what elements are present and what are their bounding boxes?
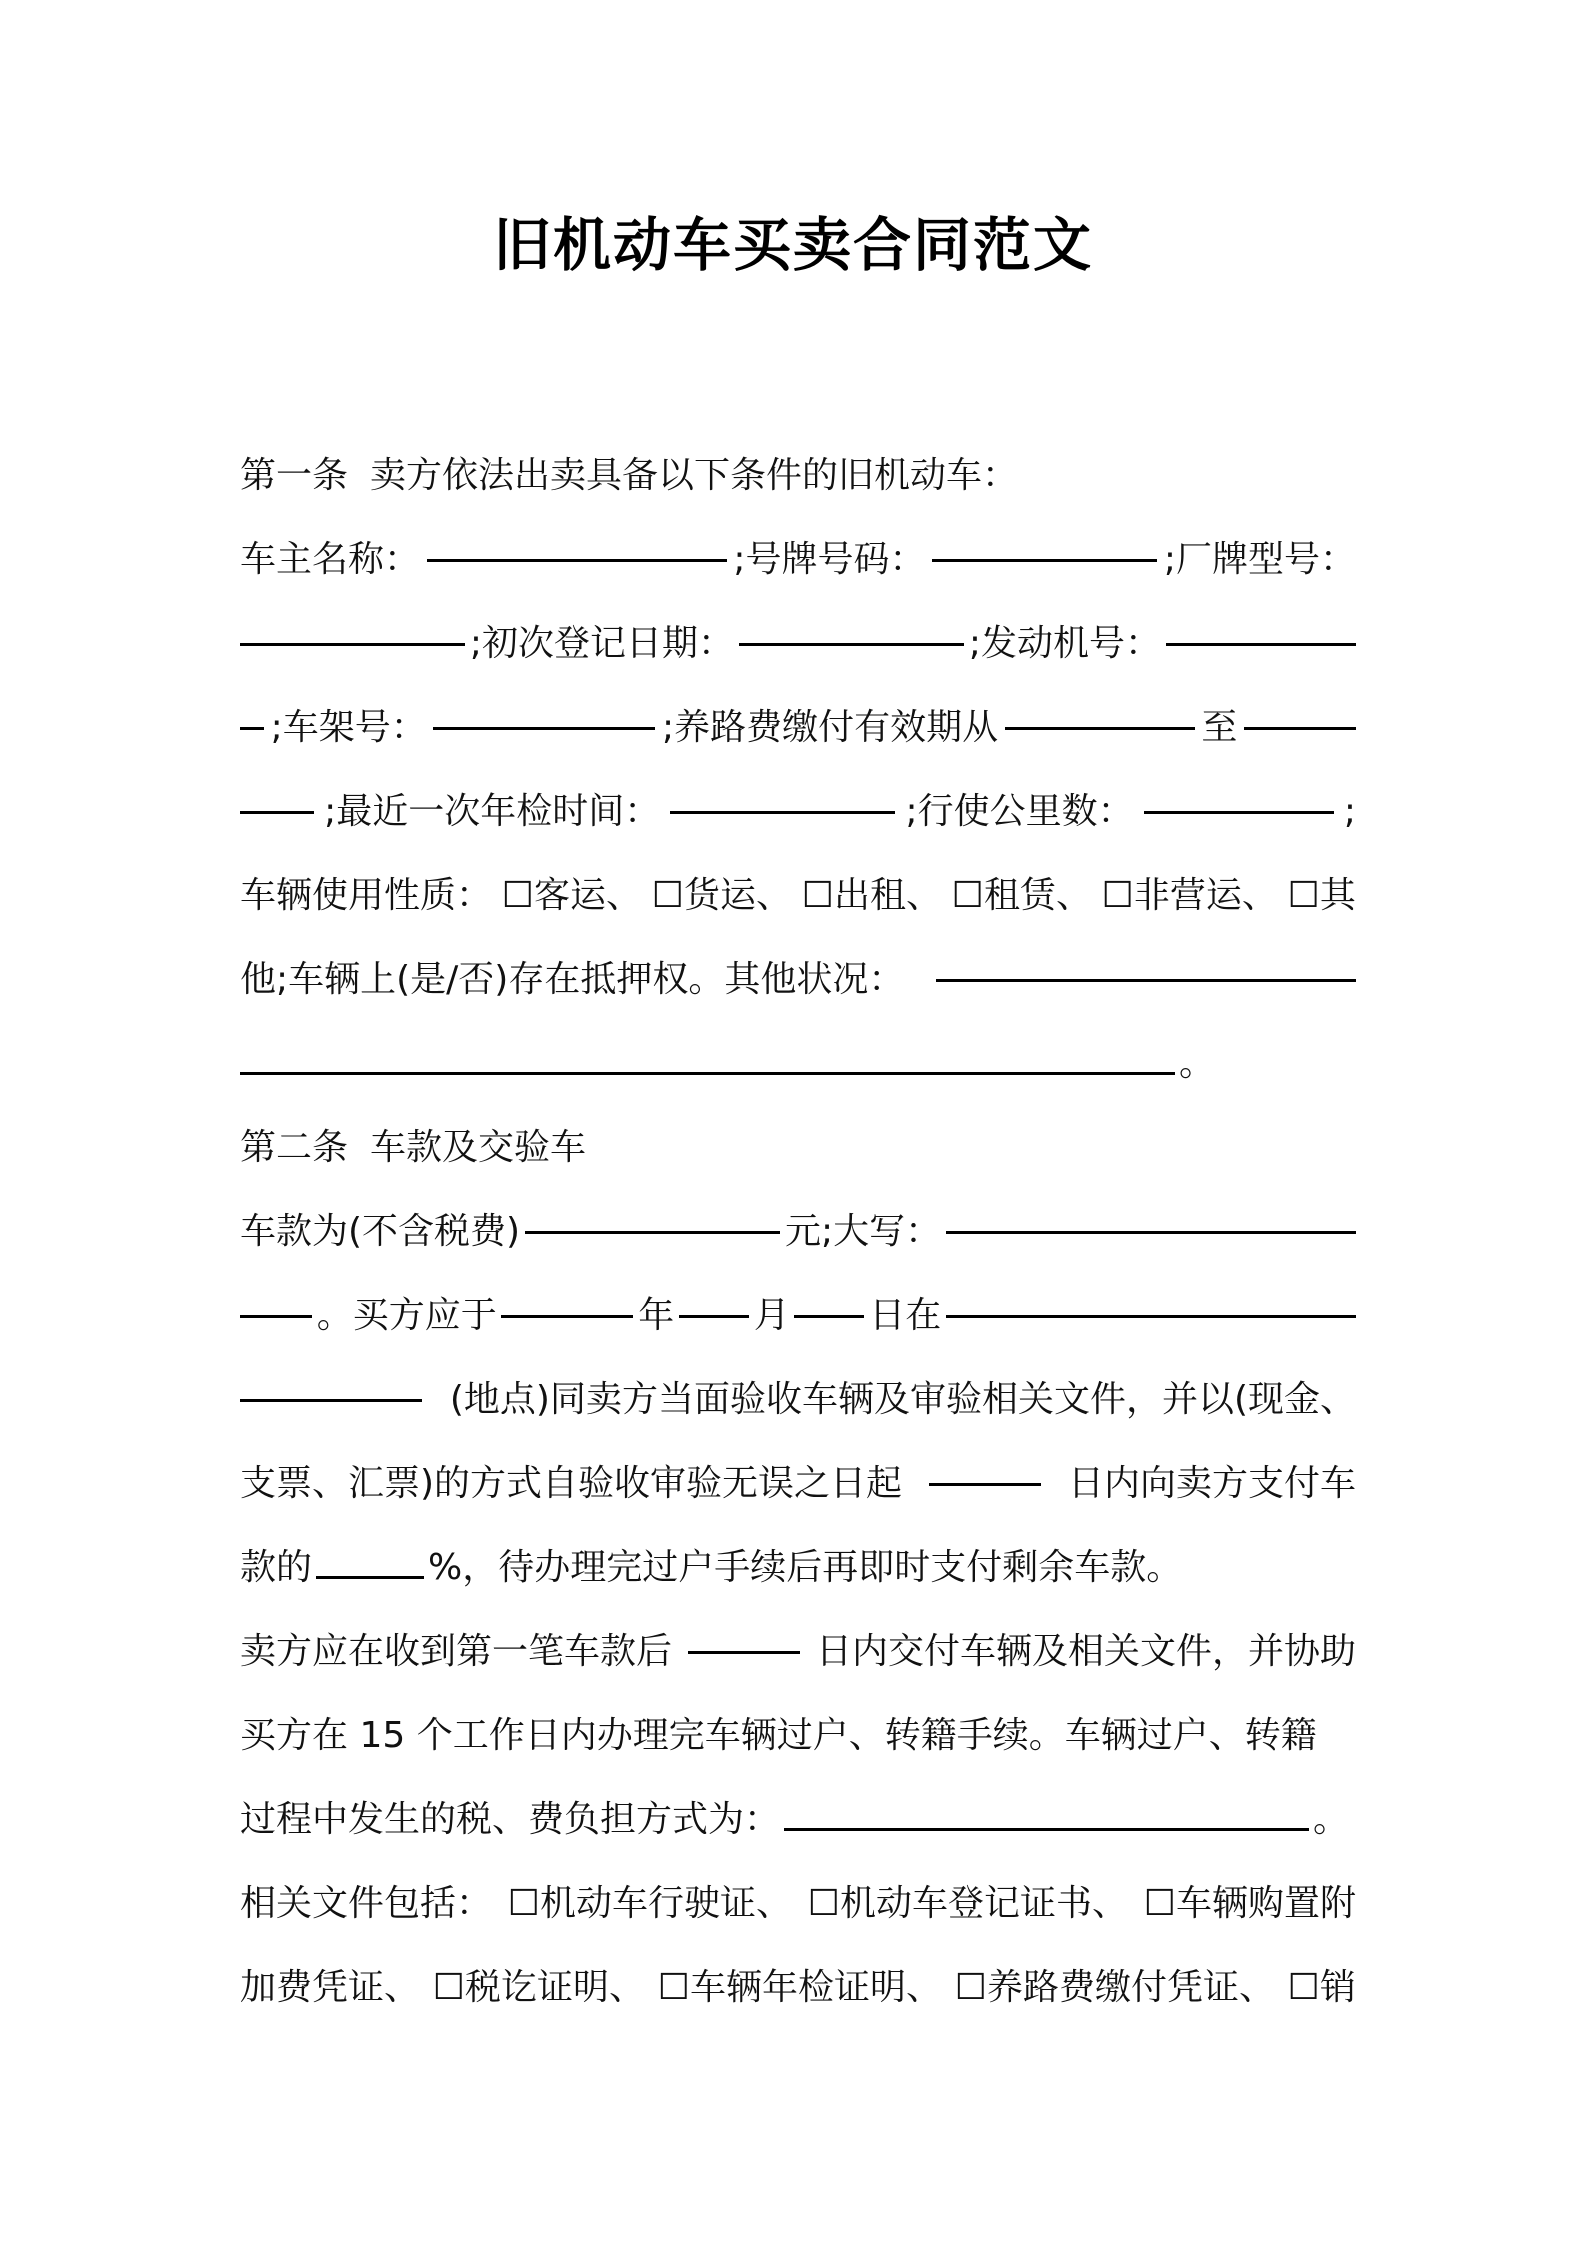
usage-option-other[interactable]: ☐其 — [1287, 875, 1356, 916]
vehicle-info-line-1 — [240, 525, 1356, 595]
doc-option-registration[interactable]: ☐机动车登记证书、 — [807, 1883, 1128, 1924]
article2-heading — [240, 1113, 1356, 1183]
price-capital-blank[interactable] — [946, 1197, 1356, 1234]
transfer-line — [240, 1701, 1356, 1771]
docs-label: 相关文件包括： — [240, 1883, 493, 1924]
inspection-label: ;最近一次年检时间： — [324, 791, 661, 832]
usage-option-lease[interactable]: ☐租赁、 — [951, 875, 1092, 916]
month-label: 月 — [753, 1295, 790, 1336]
doc-purchase-tax-cont: 加费凭证、 — [240, 1967, 421, 2008]
usage-label: 车辆使用性质： — [240, 875, 493, 916]
road-fee-label: ;养路费缴付有效期从 — [661, 707, 999, 748]
price-capital-blank-cont[interactable] — [240, 1281, 312, 1318]
engine-number-blank[interactable] — [1166, 609, 1356, 646]
place-blank[interactable] — [946, 1281, 1356, 1318]
date-line — [240, 1281, 1356, 1351]
mileage-label: ;行使公里数： — [905, 791, 1134, 832]
plate-label: ;号牌号码： — [733, 539, 926, 580]
vehicle-info-line-2 — [240, 609, 1356, 679]
doc-option-license[interactable]: ☐机动车行驶证、 — [507, 1883, 792, 1924]
day-blank[interactable] — [794, 1281, 864, 1318]
payment-text-2: 日内向卖方支付车 — [1067, 1463, 1356, 1504]
mileage-blank[interactable] — [1144, 777, 1334, 814]
tax-text: 过程中发生的税、费负担方式为： — [240, 1799, 781, 1840]
other-status-blank[interactable] — [936, 945, 1356, 982]
docs-line-1 — [240, 1869, 1356, 1939]
usage-tail-text: 他;车辆上(是/否)存在抵押权。其他状况： — [240, 959, 905, 1000]
yuan-label: 元;大写： — [784, 1211, 942, 1252]
inspection-date-blank[interactable] — [670, 777, 895, 814]
article-number: 第一条 — [240, 455, 349, 496]
month-blank[interactable] — [679, 1281, 749, 1318]
vehicle-info-line-4 — [240, 777, 1356, 847]
article-heading-text: 卖方依法出卖具备以下条件的旧机动车： — [370, 455, 1019, 496]
road-fee-to-blank-cont[interactable] — [240, 777, 314, 814]
delivery-line — [240, 1617, 1356, 1687]
usage-option-nonoperating[interactable]: ☐非营运、 — [1101, 875, 1278, 916]
article1-heading — [240, 441, 1356, 511]
payment-line-2 — [240, 1533, 1356, 1603]
reg-date-label: ;初次登记日期： — [469, 623, 735, 664]
reg-date-blank[interactable] — [739, 609, 964, 646]
article-heading-text: 车款及交验车 — [370, 1127, 587, 1168]
document-title: 旧机动车买卖合同范文 — [492, 211, 1093, 279]
payment-text-3: 款的 — [240, 1547, 313, 1588]
mortgage-line — [240, 945, 1356, 1015]
place-line — [240, 1365, 1356, 1435]
payment-percent-blank[interactable] — [316, 1542, 424, 1579]
road-fee-from-blank[interactable] — [1005, 693, 1195, 730]
usage-option-passenger[interactable]: ☐客运、 — [501, 875, 642, 916]
docs-line-2 — [240, 1953, 1356, 2023]
plate-number-blank[interactable] — [932, 525, 1157, 562]
engine-number-blank-cont[interactable] — [240, 693, 264, 730]
doc-option-tax-cleared[interactable]: ☐税讫证明、 — [432, 1967, 645, 2008]
delivery-text-2: 日内交付车辆及相关文件，并协助 — [815, 1631, 1356, 1672]
delivery-text-1: 卖方应在收到第一笔车款后 — [240, 1631, 673, 1672]
buyer-label: 。买方应于 — [316, 1295, 497, 1336]
usage-option-freight[interactable]: ☐货运、 — [651, 875, 792, 916]
usage-option-taxi[interactable]: ☐出租、 — [801, 875, 942, 916]
model-label: ;厂牌型号： — [1163, 539, 1356, 580]
year-label: 年 — [638, 1295, 675, 1336]
payment-text-1: 支票、汇票)的方式自验收审验无误之日起 — [240, 1463, 903, 1504]
tax-line — [240, 1785, 1356, 1855]
payment-line-1 — [240, 1449, 1356, 1519]
tax-method-blank[interactable] — [784, 1794, 1309, 1831]
price-amount-blank[interactable] — [525, 1197, 780, 1234]
doc-option-purchase-tax[interactable]: ☐车辆购置附 — [1143, 1883, 1356, 1924]
other-status-blank-cont[interactable] — [240, 1038, 1175, 1075]
other-status-line-2 — [240, 1029, 1356, 1099]
payment-text-4: %，待办理完过户手续后再即时支付剩余车款。 — [428, 1547, 1183, 1588]
to-label: 至 — [1201, 707, 1238, 748]
place-text: (地点)同卖方当面验收车辆及审验相关文件，并以(现金、 — [449, 1379, 1356, 1420]
frame-number-blank[interactable] — [433, 693, 655, 730]
model-blank[interactable] — [240, 609, 465, 646]
payment-days-blank[interactable] — [929, 1449, 1041, 1486]
semicolon: ; — [1343, 791, 1356, 832]
owner-name-blank[interactable] — [427, 525, 727, 562]
road-fee-to-blank[interactable] — [1244, 693, 1356, 730]
doc-option-cancel[interactable]: ☐销 — [1287, 1967, 1356, 2008]
frame-label: ;车架号： — [270, 707, 427, 748]
period: 。 — [1179, 1043, 1216, 1084]
transfer-text: 买方在 15 个工作日内办理完车辆过户、转籍手续。车辆过户、转籍 — [240, 1715, 1317, 1756]
usage-line — [240, 861, 1356, 931]
day-at-label: 日在 — [869, 1295, 942, 1336]
period: 。 — [1313, 1799, 1350, 1840]
engine-label: ;发动机号： — [968, 623, 1162, 664]
vehicle-info-line-3 — [240, 693, 1356, 763]
doc-option-annual-inspection[interactable]: ☐车辆年检证明、 — [657, 1967, 942, 2008]
price-line — [240, 1197, 1356, 1267]
place-blank-cont[interactable] — [240, 1365, 422, 1402]
delivery-days-blank[interactable] — [688, 1617, 800, 1654]
owner-label: 车主名称： — [240, 539, 421, 580]
price-label: 车款为(不含税费) — [240, 1211, 521, 1252]
article-number: 第二条 — [240, 1127, 349, 1168]
year-blank[interactable] — [501, 1281, 633, 1318]
doc-option-road-fee[interactable]: ☐养路费缴付凭证、 — [954, 1967, 1275, 2008]
